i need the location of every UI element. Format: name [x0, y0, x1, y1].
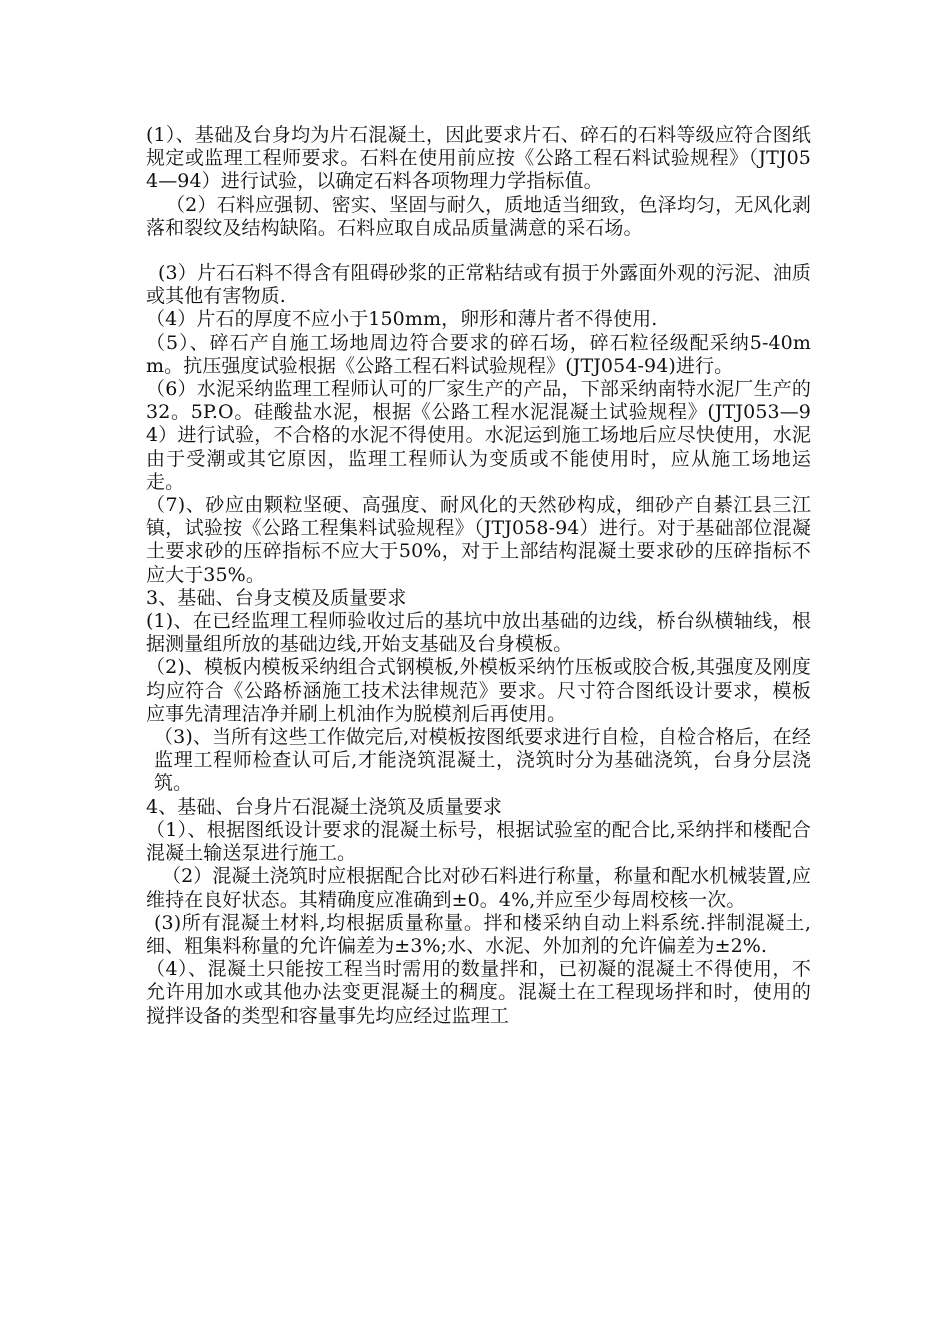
paragraph-6: （6）水泥采纳监理工程师认可的厂家生产的产品，下部采纳南特水泥厂生产的32。5P.O。硅酸盐水泥，根据《公路工程水泥混凝土试验规程》(JTJ053—94）进行试验，不合格的水泥不得使用。水泥运到施工场地后应尽快使用，水泥由于受潮或其它原因，监理工程师认为变质或不能使用时，应从施工场地运走。	[146, 378, 811, 493]
paragraph-4: （4）片石的厚度不应小于150mm，卵形和薄片者不得使用.	[146, 308, 658, 331]
paragraph-1: (1）、基础及台身均为片石混凝土，因此要求片石、碎石的石料等级应符合图纸规定或监理工程师要求。石料在使用前应按《公路工程石料试验规程》（JTJ054—94）进行试验，以确定石料各项物理力学指标值。	[146, 124, 811, 193]
paragraph-3: (3）片石石料不得含有阻碍砂浆的正常粘结或有损于外露面外观的污泥、油质或其他有害物质.	[146, 262, 811, 308]
paragraph-8: (1)、在已经监理工程师验收过后的基坑中放出基础的边线，桥台纵横轴线，根据测量组所放的基础边线,开始支基础及台身模板。	[146, 610, 811, 656]
paragraph-14: （4）、混凝土只能按工程当时需用的数量拌和，已初凝的混凝土不得使用，不允许用加水或其他办法变更混凝土的稠度。混凝土在工程现场拌和时，使用的搅拌设备的类型和容量事先均应经过监理工	[146, 958, 811, 1027]
section-heading-4: 4、基础、台身片石混凝土浇筑及质量要求	[146, 795, 502, 818]
paragraph-11: （1）、根据图纸设计要求的混凝土标号，根据试验室的配合比,采纳拌和楼配合混凝土输送泵进行施工。	[146, 818, 811, 865]
paragraph-2: （2）石料应强韧、密实、坚固与耐久，质地适当细致，色泽均匀，无风化剥落和裂纹及结构缺陷。石料应取自成品质量满意的采石场。	[146, 193, 811, 239]
paragraph-13: (3)所有混凝土材料,均根据质量称量。拌和楼采纳自动上料系统.拌制混凝土,细、粗集料称量的允许偏差为±3%;水、水泥、外加剂的允许偏差为±2%.	[146, 911, 811, 957]
paragraph-9: （2)、模板内模板采纳组合式钢模板,外模板采纳竹压板或胶合板,其强度及刚度均应符合《公路桥涵施工技术法律规范》要求。尺寸符合图纸设计要求，模板应事先清理洁净并刷上机油作为脱模剂后再使用。	[146, 656, 811, 725]
paragraph-gap	[146, 240, 811, 262]
section-heading-3: 3、基础、台身支模及质量要求	[146, 586, 407, 609]
document-page	[146, 124, 811, 1028]
paragraph-12: （2）混凝土浇筑时应根据配合比对砂石料进行称量，称量和配水机械装置,应维持在良好状态。其精确度应准确到±0。4%,并应至少每周校核一次。	[146, 865, 811, 911]
paragraph-7: （7)、砂应由颗粒坚硬、高强度、耐风化的天然砂构成，细砂产自綦江县三江镇，试验按《公路工程集料试验规程》（JTJ058-94）进行。对于基础部位混凝土要求砂的压碎指标不应大于50%，对于上部结构混凝土要求砂的压碎指标不应大于35%。	[146, 494, 811, 586]
paragraph-5: （5）、碎石产自施工场地周边符合要求的碎石场，碎石粒径级配采纳5-40mm。抗压强度试验根据《公路工程石料试验规程》(JTJ054-94)进行。	[146, 331, 811, 377]
paragraph-10: （3)、当所有这些工作做完后,对模板按图纸要求进行自检，自检合格后，在经监理工程师检查认可后,才能浇筑混凝土，浇筑时分为基础浇筑，台身分层浇筑。	[154, 726, 811, 795]
